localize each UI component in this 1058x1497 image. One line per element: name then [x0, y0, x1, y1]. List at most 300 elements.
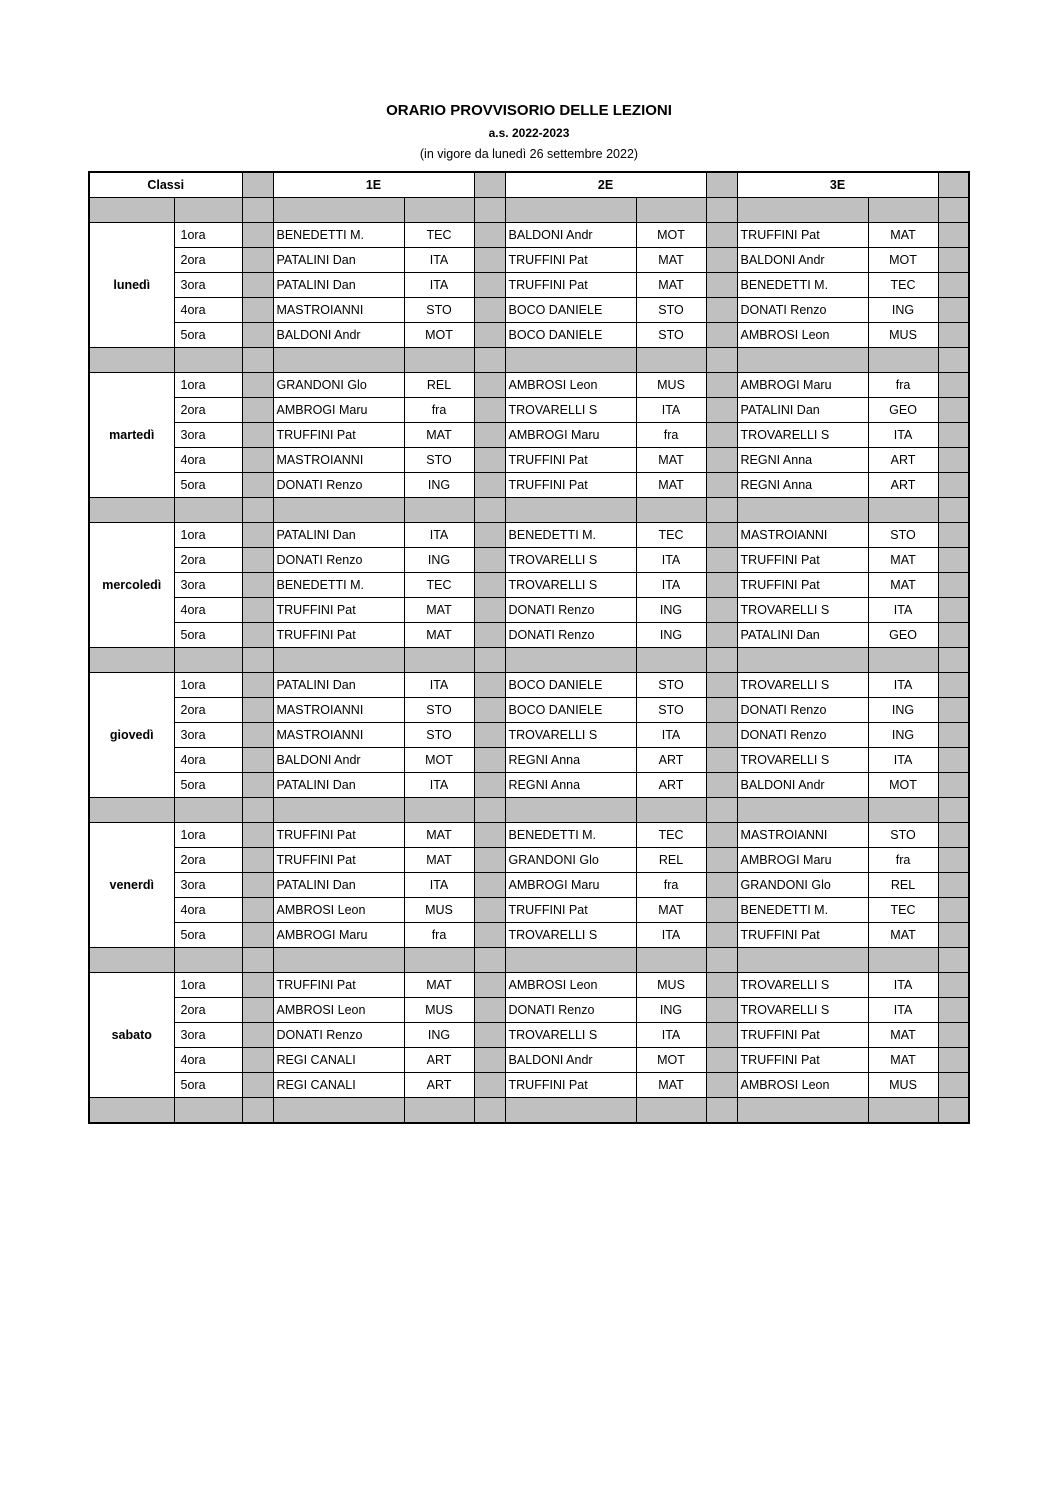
- separator-cell: [174, 798, 242, 823]
- teacher-cell: AMBROGI Maru: [505, 423, 636, 448]
- lesson-row: [89, 423, 969, 448]
- subject-cell: MUS: [868, 1073, 938, 1098]
- classi-header: Classi: [89, 172, 242, 198]
- teacher-cell: TRUFFINI Pat: [505, 898, 636, 923]
- hour-label: 5ora: [174, 923, 242, 948]
- hour-label: 2ora: [174, 698, 242, 723]
- teacher-cell: TROVARELLI S: [505, 723, 636, 748]
- teacher-cell: DONATI Renzo: [737, 698, 868, 723]
- teacher-cell: REGNI Anna: [737, 473, 868, 498]
- spacer-cell: [706, 323, 737, 348]
- teacher-cell: BENEDETTI M.: [505, 523, 636, 548]
- separator-cell: [404, 1098, 474, 1124]
- lesson-row: [89, 998, 969, 1023]
- spacer-cell: [242, 673, 273, 698]
- spacer-cell: [706, 623, 737, 648]
- spacer-cell: [938, 1073, 969, 1098]
- teacher-cell: TRUFFINI Pat: [273, 848, 404, 873]
- subject-cell: ING: [636, 598, 706, 623]
- separator-cell: [938, 798, 969, 823]
- spacer-cell: [242, 248, 273, 273]
- lesson-row: [89, 573, 969, 598]
- separator-cell: [404, 198, 474, 223]
- lesson-row: [89, 873, 969, 898]
- separator-cell: [404, 648, 474, 673]
- day-label: mercoledì: [89, 523, 174, 648]
- teacher-cell: TRUFFINI Pat: [273, 623, 404, 648]
- subject-cell: STO: [636, 698, 706, 723]
- spacer-cell: [474, 773, 505, 798]
- hour-label: 3ora: [174, 273, 242, 298]
- teacher-cell: TRUFFINI Pat: [273, 423, 404, 448]
- lesson-row: [89, 548, 969, 573]
- separator-cell: [938, 1098, 969, 1124]
- teacher-cell: TRUFFINI Pat: [737, 223, 868, 248]
- separator-cell: [737, 948, 868, 973]
- separator-cell: [706, 498, 737, 523]
- teacher-cell: BENEDETTI M.: [273, 573, 404, 598]
- teacher-cell: BALDONI Andr: [505, 223, 636, 248]
- spacer-cell: [706, 823, 737, 848]
- separator-cell: [474, 348, 505, 373]
- subject-cell: MUS: [868, 323, 938, 348]
- teacher-cell: TROVARELLI S: [737, 973, 868, 998]
- spacer-cell: [706, 373, 737, 398]
- separator-cell: [706, 348, 737, 373]
- teacher-cell: AMBROGI Maru: [273, 923, 404, 948]
- teacher-cell: DONATI Renzo: [273, 473, 404, 498]
- spacer-cell: [706, 598, 737, 623]
- hour-label: 3ora: [174, 1023, 242, 1048]
- teacher-cell: BENEDETTI M.: [273, 223, 404, 248]
- spacer-cell: [474, 848, 505, 873]
- hour-label: 2ora: [174, 398, 242, 423]
- subject-cell: ITA: [404, 873, 474, 898]
- teacher-cell: TRUFFINI Pat: [737, 573, 868, 598]
- separator-cell: [868, 948, 938, 973]
- lesson-row: [89, 398, 969, 423]
- hour-label: 4ora: [174, 898, 242, 923]
- spacer-cell: [706, 698, 737, 723]
- lesson-row: [89, 748, 969, 773]
- lesson-row: [89, 673, 969, 698]
- subject-cell: ING: [404, 473, 474, 498]
- teacher-cell: TRUFFINI Pat: [505, 473, 636, 498]
- spacer-cell: [938, 273, 969, 298]
- separator-cell: [636, 798, 706, 823]
- teacher-cell: PATALINI Dan: [273, 873, 404, 898]
- lesson-row: [89, 773, 969, 798]
- spacer-cell: [938, 323, 969, 348]
- spacer-cell: [706, 773, 737, 798]
- separator-cell: [174, 348, 242, 373]
- separator-cell: [868, 648, 938, 673]
- teacher-cell: BENEDETTI M.: [505, 823, 636, 848]
- subject-cell: MAT: [636, 273, 706, 298]
- separator-cell: [505, 198, 636, 223]
- teacher-cell: GRANDONI Glo: [273, 373, 404, 398]
- spacer-cell: [242, 298, 273, 323]
- teacher-cell: REGI CANALI: [273, 1048, 404, 1073]
- separator-row: [89, 798, 969, 823]
- spacer-cell: [242, 448, 273, 473]
- hour-label: 5ora: [174, 473, 242, 498]
- separator-cell: [636, 1098, 706, 1124]
- separator-cell: [474, 648, 505, 673]
- spacer-cell: [938, 923, 969, 948]
- spacer-cell: [242, 998, 273, 1023]
- teacher-cell: REGNI Anna: [505, 773, 636, 798]
- spacer-cell: [938, 698, 969, 723]
- subject-cell: ART: [404, 1048, 474, 1073]
- spacer-cell: [706, 298, 737, 323]
- hour-label: 1ora: [174, 373, 242, 398]
- subject-cell: MAT: [636, 248, 706, 273]
- spacer-cell: [706, 723, 737, 748]
- separator-cell: [636, 198, 706, 223]
- subject-cell: TEC: [404, 573, 474, 598]
- separator-cell: [89, 948, 174, 973]
- separator-cell: [174, 948, 242, 973]
- hour-label: 5ora: [174, 623, 242, 648]
- teacher-cell: TRUFFINI Pat: [737, 548, 868, 573]
- subject-cell: fra: [404, 398, 474, 423]
- lesson-row: [89, 323, 969, 348]
- separator-cell: [404, 948, 474, 973]
- separator-cell: [404, 498, 474, 523]
- separator-cell: [273, 648, 404, 673]
- subject-cell: MOT: [868, 248, 938, 273]
- separator-cell: [474, 1098, 505, 1124]
- spacer-cell: [474, 248, 505, 273]
- spacer-cell: [938, 823, 969, 848]
- page-title: ORARIO PROVVISORIO DELLE LEZIONI: [386, 102, 672, 119]
- subject-cell: MAT: [868, 1023, 938, 1048]
- separator-cell: [174, 198, 242, 223]
- lesson-row: [89, 823, 969, 848]
- separator-cell: [737, 198, 868, 223]
- spacer-cell: [938, 398, 969, 423]
- spacer-cell: [242, 423, 273, 448]
- lesson-row: [89, 523, 969, 548]
- spacer-cell: [938, 723, 969, 748]
- spacer-cell: [242, 823, 273, 848]
- separator-cell: [505, 498, 636, 523]
- subject-cell: REL: [868, 873, 938, 898]
- hour-label: 1ora: [174, 223, 242, 248]
- subject-cell: fra: [404, 923, 474, 948]
- separator-cell: [273, 198, 404, 223]
- spacer-cell: [474, 623, 505, 648]
- spacer-cell: [706, 448, 737, 473]
- separator-cell: [938, 648, 969, 673]
- separator-cell: [636, 498, 706, 523]
- teacher-cell: TRUFFINI Pat: [505, 448, 636, 473]
- teacher-cell: AMBROGI Maru: [273, 398, 404, 423]
- spacer-cell: [938, 748, 969, 773]
- teacher-cell: PATALINI Dan: [737, 623, 868, 648]
- spacer-cell: [242, 548, 273, 573]
- separator-cell: [938, 198, 969, 223]
- teacher-cell: AMBROGI Maru: [737, 373, 868, 398]
- separator-row: [89, 648, 969, 673]
- teacher-cell: PATALINI Dan: [737, 398, 868, 423]
- hour-label: 1ora: [174, 973, 242, 998]
- lesson-row: [89, 298, 969, 323]
- separator-cell: [404, 798, 474, 823]
- subject-cell: REL: [404, 373, 474, 398]
- teacher-cell: DONATI Renzo: [505, 623, 636, 648]
- hour-label: 5ora: [174, 323, 242, 348]
- spacer-cell: [242, 1023, 273, 1048]
- spacer-cell: [242, 273, 273, 298]
- separator-cell: [505, 1098, 636, 1124]
- subject-cell: ING: [868, 723, 938, 748]
- hour-label: 1ora: [174, 673, 242, 698]
- teacher-cell: TROVARELLI S: [505, 548, 636, 573]
- subject-cell: MOT: [636, 1048, 706, 1073]
- teacher-cell: PATALINI Dan: [273, 523, 404, 548]
- subject-cell: TEC: [636, 523, 706, 548]
- hour-label: 2ora: [174, 998, 242, 1023]
- subject-cell: ART: [404, 1073, 474, 1098]
- spacer-cell: [474, 998, 505, 1023]
- subject-cell: GEO: [868, 623, 938, 648]
- separator-cell: [174, 648, 242, 673]
- hour-label: 2ora: [174, 848, 242, 873]
- spacer-cell: [242, 373, 273, 398]
- separator-cell: [636, 348, 706, 373]
- separator-cell: [737, 348, 868, 373]
- class-header-1e: 1E: [273, 172, 474, 198]
- lesson-row: [89, 598, 969, 623]
- spacer-cell: [474, 698, 505, 723]
- teacher-cell: DONATI Renzo: [737, 723, 868, 748]
- hour-label: 4ora: [174, 598, 242, 623]
- teacher-cell: TROVARELLI S: [737, 673, 868, 698]
- separator-cell: [273, 798, 404, 823]
- class-header-3e: 3E: [737, 172, 938, 198]
- spacer-cell: [242, 473, 273, 498]
- subject-cell: MAT: [636, 448, 706, 473]
- separator-cell: [868, 348, 938, 373]
- teacher-cell: AMBROSI Leon: [505, 973, 636, 998]
- separator-cell: [242, 498, 273, 523]
- spacer-cell: [938, 848, 969, 873]
- spacer-cell: [242, 923, 273, 948]
- separator-cell: [706, 798, 737, 823]
- teacher-cell: BALDONI Andr: [273, 323, 404, 348]
- subject-cell: STO: [636, 298, 706, 323]
- subject-cell: MOT: [868, 773, 938, 798]
- spacer-cell: [474, 172, 505, 198]
- subject-cell: MAT: [404, 623, 474, 648]
- spacer-cell: [242, 973, 273, 998]
- spacer-cell: [474, 923, 505, 948]
- hour-label: 5ora: [174, 1073, 242, 1098]
- teacher-cell: MASTROIANNI: [737, 523, 868, 548]
- subject-cell: fra: [868, 848, 938, 873]
- teacher-cell: DONATI Renzo: [273, 1023, 404, 1048]
- spacer-cell: [242, 848, 273, 873]
- hour-label: 1ora: [174, 523, 242, 548]
- subject-cell: MOT: [404, 323, 474, 348]
- separator-cell: [938, 348, 969, 373]
- separator-cell: [242, 948, 273, 973]
- lesson-row: [89, 1048, 969, 1073]
- teacher-cell: BOCO DANIELE: [505, 323, 636, 348]
- teacher-cell: PATALINI Dan: [273, 673, 404, 698]
- hour-label: 4ora: [174, 748, 242, 773]
- teacher-cell: TRUFFINI Pat: [273, 598, 404, 623]
- spacer-cell: [474, 273, 505, 298]
- subject-cell: MAT: [636, 1073, 706, 1098]
- subject-cell: ITA: [868, 973, 938, 998]
- spacer-cell: [242, 698, 273, 723]
- day-label: venerdì: [89, 823, 174, 948]
- subject-cell: REL: [636, 848, 706, 873]
- teacher-cell: PATALINI Dan: [273, 773, 404, 798]
- subject-cell: STO: [404, 298, 474, 323]
- separator-cell: [89, 648, 174, 673]
- teacher-cell: TRUFFINI Pat: [737, 1023, 868, 1048]
- subject-cell: ITA: [404, 248, 474, 273]
- spacer-cell: [938, 423, 969, 448]
- separator-cell: [868, 798, 938, 823]
- spacer-cell: [474, 398, 505, 423]
- subject-cell: STO: [868, 523, 938, 548]
- teacher-cell: BOCO DANIELE: [505, 298, 636, 323]
- subject-cell: ING: [636, 998, 706, 1023]
- spacer-cell: [706, 1023, 737, 1048]
- teacher-cell: GRANDONI Glo: [737, 873, 868, 898]
- subject-cell: ITA: [868, 598, 938, 623]
- spacer-cell: [938, 873, 969, 898]
- separator-cell: [89, 1098, 174, 1124]
- separator-cell: [89, 348, 174, 373]
- lesson-row: [89, 898, 969, 923]
- lesson-row: [89, 248, 969, 273]
- spacer-cell: [938, 298, 969, 323]
- spacer-cell: [938, 172, 969, 198]
- spacer-cell: [706, 523, 737, 548]
- teacher-cell: BOCO DANIELE: [505, 673, 636, 698]
- subject-cell: STO: [636, 673, 706, 698]
- separator-cell: [174, 498, 242, 523]
- subject-cell: fra: [636, 423, 706, 448]
- validity-note: (in vigore da lunedì 26 settembre 2022): [419, 147, 639, 161]
- spacer-cell: [474, 323, 505, 348]
- spacer-cell: [474, 1073, 505, 1098]
- spacer-cell: [706, 473, 737, 498]
- lesson-row: [89, 848, 969, 873]
- subject-cell: ITA: [404, 673, 474, 698]
- separator-cell: [505, 348, 636, 373]
- spacer-cell: [938, 673, 969, 698]
- spacer-cell: [242, 623, 273, 648]
- subject-cell: TEC: [868, 898, 938, 923]
- spacer-cell: [938, 548, 969, 573]
- lesson-row: [89, 373, 969, 398]
- hour-label: 3ora: [174, 723, 242, 748]
- separator-cell: [636, 648, 706, 673]
- spacer-cell: [474, 223, 505, 248]
- lesson-row: [89, 923, 969, 948]
- lesson-row: [89, 698, 969, 723]
- lesson-row: [89, 1073, 969, 1098]
- subject-cell: ITA: [636, 1023, 706, 1048]
- spacer-cell: [242, 523, 273, 548]
- teacher-cell: TROVARELLI S: [505, 1023, 636, 1048]
- spacer-cell: [706, 998, 737, 1023]
- spacer-cell: [706, 548, 737, 573]
- teacher-cell: TRUFFINI Pat: [737, 1048, 868, 1073]
- subject-cell: GEO: [868, 398, 938, 423]
- spacer-cell: [242, 398, 273, 423]
- separator-cell: [706, 198, 737, 223]
- subject-cell: MAT: [868, 923, 938, 948]
- separator-cell: [505, 798, 636, 823]
- spacer-cell: [474, 373, 505, 398]
- subject-cell: MOT: [404, 748, 474, 773]
- teacher-cell: AMBROSI Leon: [505, 373, 636, 398]
- spacer-cell: [706, 848, 737, 873]
- separator-row: [89, 1098, 969, 1124]
- spacer-cell: [242, 223, 273, 248]
- subject-cell: MAT: [868, 573, 938, 598]
- spacer-cell: [706, 398, 737, 423]
- teacher-cell: TROVARELLI S: [737, 748, 868, 773]
- hour-label: 1ora: [174, 823, 242, 848]
- lesson-row: [89, 973, 969, 998]
- subject-cell: STO: [636, 323, 706, 348]
- teacher-cell: MASTROIANNI: [737, 823, 868, 848]
- spacer-cell: [474, 973, 505, 998]
- separator-cell: [242, 798, 273, 823]
- spacer-cell: [474, 898, 505, 923]
- spacer-cell: [474, 823, 505, 848]
- subject-cell: ART: [868, 473, 938, 498]
- teacher-cell: PATALINI Dan: [273, 273, 404, 298]
- teacher-cell: DONATI Renzo: [505, 998, 636, 1023]
- separator-cell: [273, 1098, 404, 1124]
- subject-cell: MAT: [868, 223, 938, 248]
- spacer-cell: [474, 598, 505, 623]
- separator-cell: [242, 198, 273, 223]
- spacer-cell: [242, 1048, 273, 1073]
- spacer-cell: [474, 298, 505, 323]
- separator-cell: [242, 348, 273, 373]
- spacer-cell: [242, 773, 273, 798]
- teacher-cell: TRUFFINI Pat: [505, 1073, 636, 1098]
- subject-cell: MAT: [404, 973, 474, 998]
- teacher-cell: TROVARELLI S: [737, 423, 868, 448]
- subject-cell: MAT: [404, 848, 474, 873]
- subject-cell: ITA: [404, 773, 474, 798]
- spacer-cell: [242, 723, 273, 748]
- hour-label: 2ora: [174, 248, 242, 273]
- separator-cell: [868, 198, 938, 223]
- separator-cell: [706, 1098, 737, 1124]
- separator-cell: [404, 348, 474, 373]
- separator-row: [89, 948, 969, 973]
- subject-cell: fra: [636, 873, 706, 898]
- spacer-cell: [242, 748, 273, 773]
- subject-cell: ING: [636, 623, 706, 648]
- separator-cell: [737, 1098, 868, 1124]
- teacher-cell: DONATI Renzo: [737, 298, 868, 323]
- subject-cell: ITA: [636, 548, 706, 573]
